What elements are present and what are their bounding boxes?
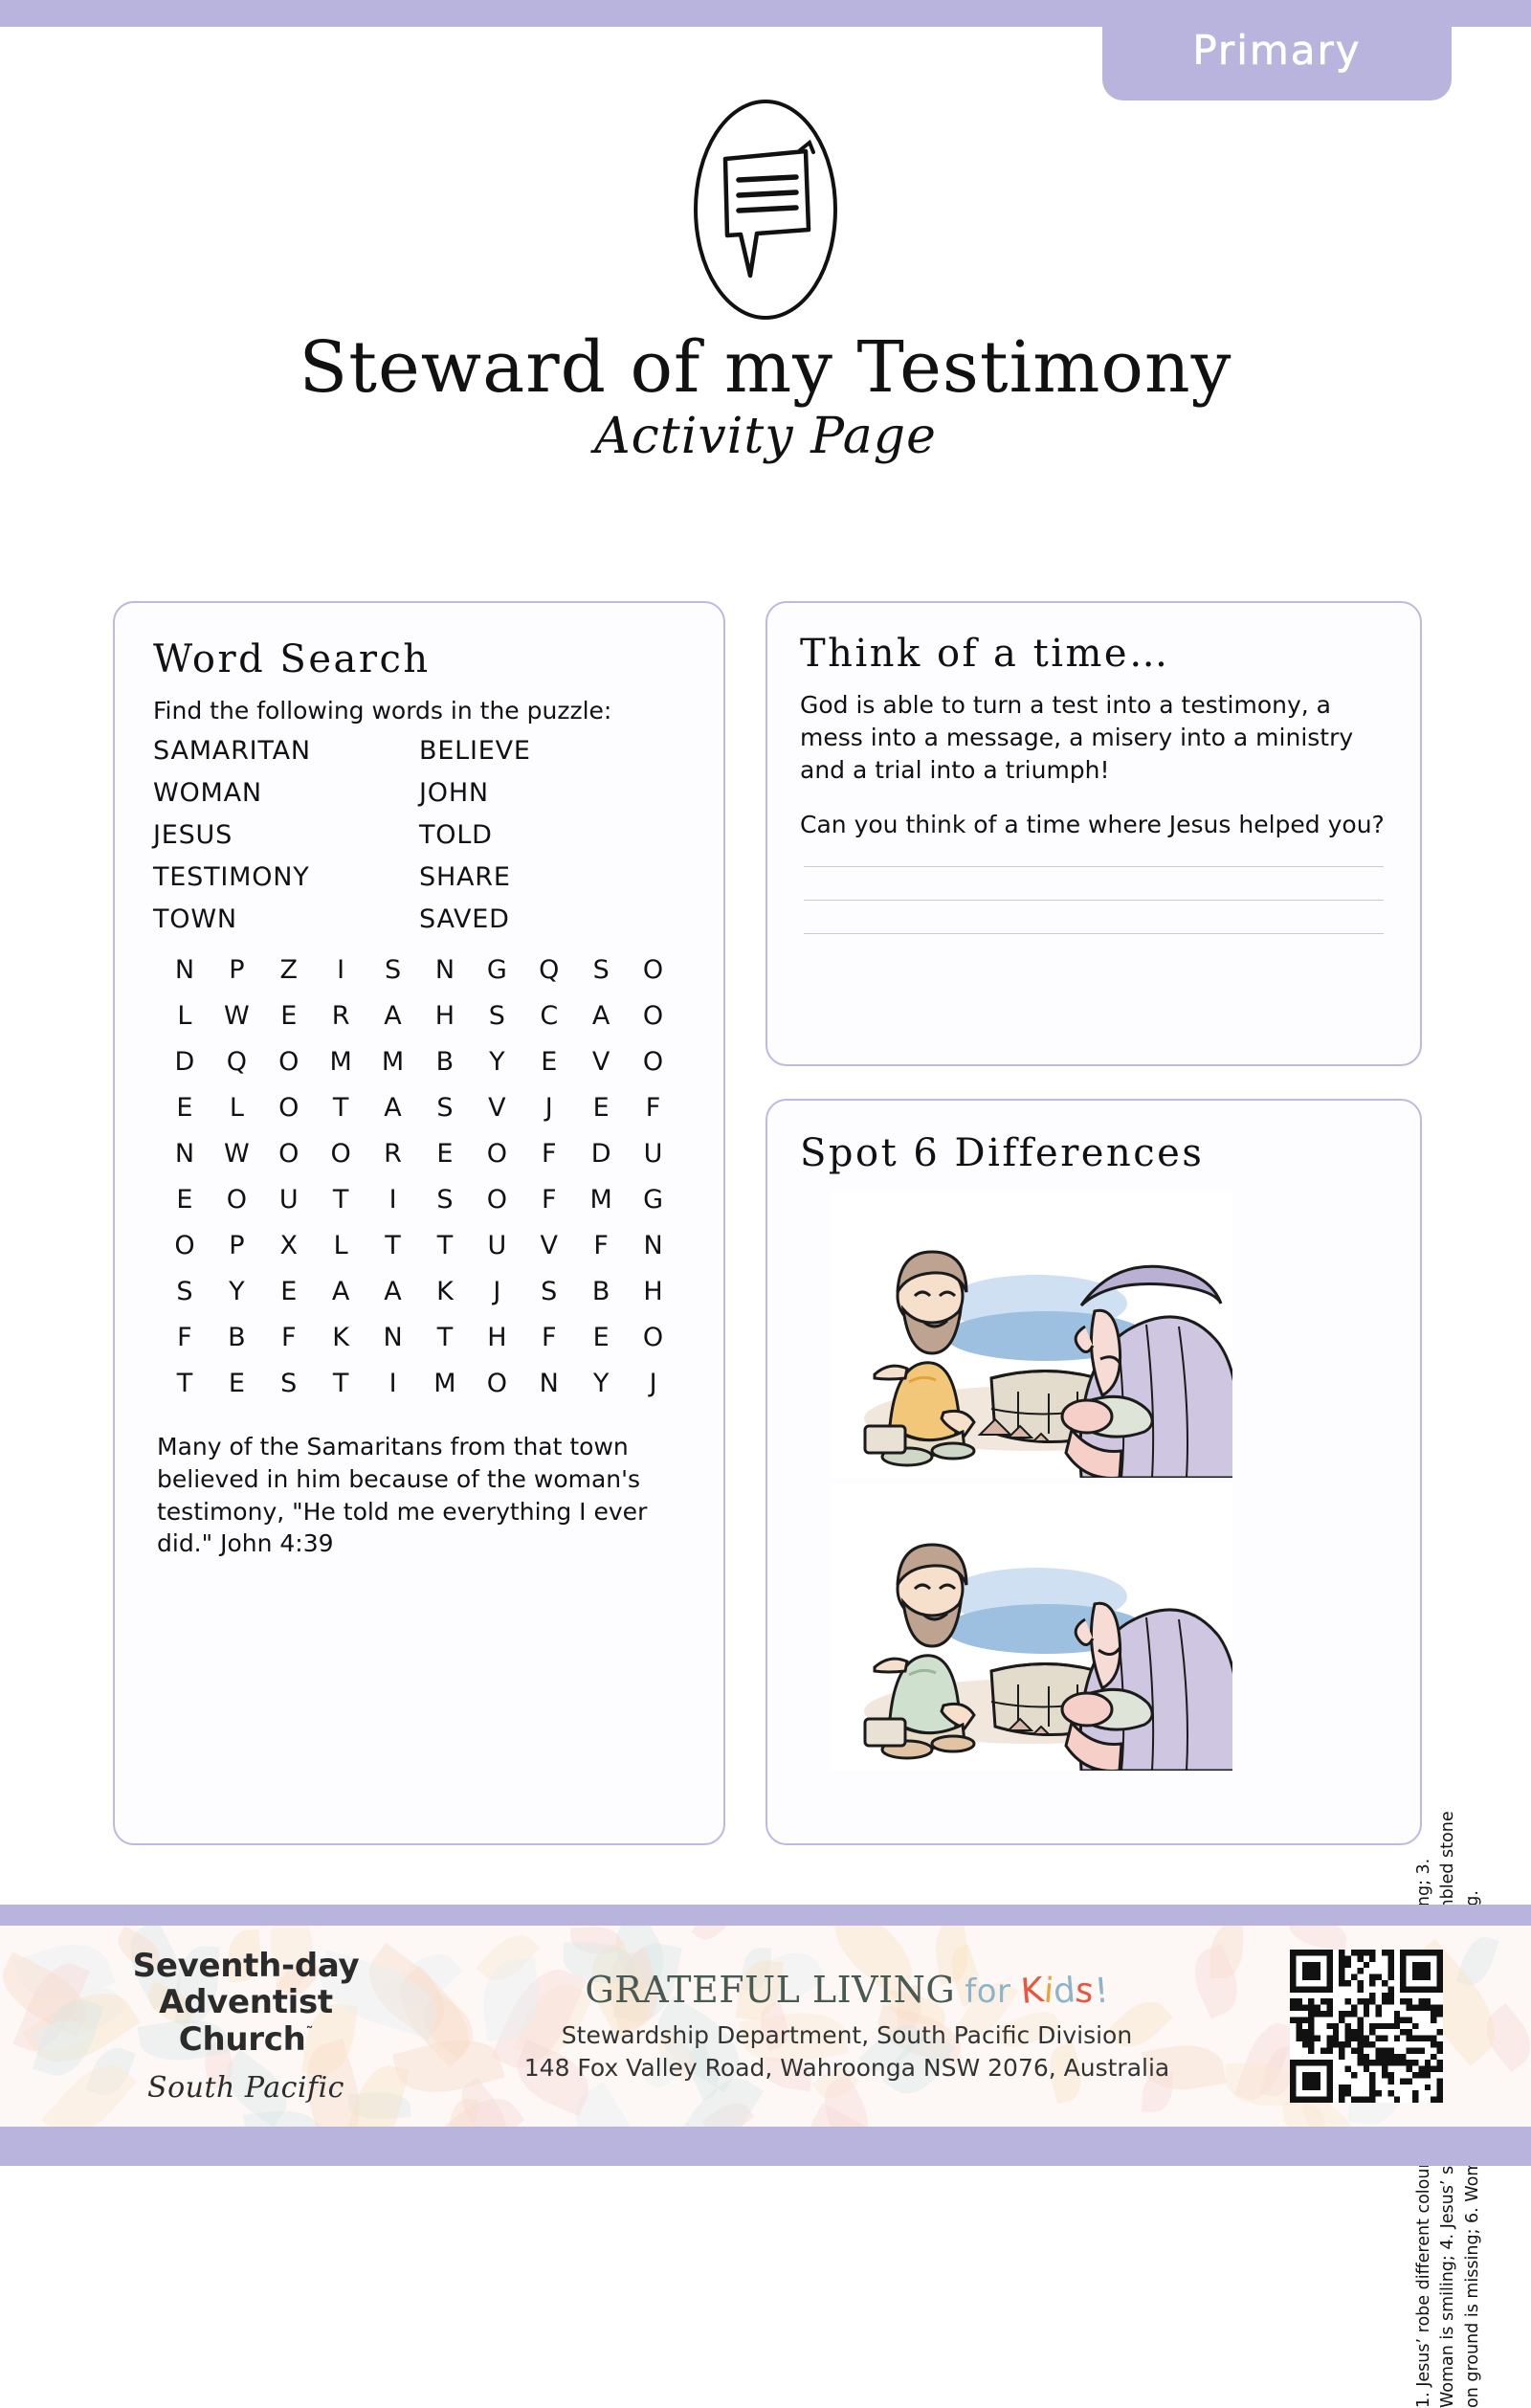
word-list-item: TESTIMONY [153, 862, 310, 892]
grid-letter[interactable]: A [591, 1001, 610, 1031]
grid-letter[interactable]: X [279, 1231, 299, 1260]
word-search-card [113, 601, 725, 1845]
grid-letter[interactable]: J [493, 1277, 501, 1306]
grid-letter[interactable]: O [330, 1139, 352, 1169]
grid-letter[interactable]: O [642, 1047, 664, 1077]
grid-letter[interactable]: O [642, 1001, 664, 1031]
page-footer [0, 1926, 1531, 2127]
answer-write-lines[interactable] [800, 866, 1387, 934]
grid-letter[interactable]: I [388, 1369, 398, 1398]
grid-letter[interactable]: P [229, 955, 245, 985]
footer-bottom-accent [0, 2127, 1531, 2166]
grid-letter[interactable]: F [541, 1323, 557, 1352]
think-paragraph-2: Can you think of a time where Jesus helped you? [800, 811, 1385, 839]
word-list-item: SAVED [419, 904, 510, 934]
grid-letter[interactable]: T [332, 1093, 349, 1123]
primary-level-badge [1102, 0, 1452, 100]
grid-letter[interactable]: U [278, 1185, 300, 1215]
grid-letter[interactable]: F [280, 1323, 297, 1352]
grid-letter[interactable]: A [384, 1277, 403, 1306]
grid-letter[interactable]: C [540, 1001, 559, 1031]
grid-letter[interactable]: Y [229, 1277, 246, 1306]
grid-letter[interactable]: O [486, 1139, 508, 1169]
word-search-instruction: Find the following words in the puzzle: [153, 697, 612, 725]
grid-letter[interactable]: O [174, 1231, 196, 1260]
grid-letter[interactable]: B [435, 1047, 455, 1077]
grid-letter[interactable]: F [645, 1093, 661, 1123]
word-list-item: TOLD [419, 820, 493, 850]
grid-letter[interactable]: N [383, 1323, 404, 1352]
word-list-item: BELIEVE [419, 736, 531, 766]
grid-letter[interactable]: T [332, 1185, 349, 1215]
footer-top-accent [0, 1905, 1531, 1926]
spot-differences-heading: Spot 6 Differences [800, 1131, 1205, 1175]
grid-letter[interactable]: H [487, 1323, 507, 1352]
think-heading: Think of a time… [800, 632, 1170, 676]
grid-letter[interactable]: E [541, 1047, 558, 1077]
think-of-a-time-card [766, 601, 1422, 1066]
grid-letter[interactable]: E [592, 1093, 610, 1123]
grid-letter[interactable]: F [541, 1185, 557, 1215]
grid-letter[interactable]: T [176, 1369, 193, 1398]
page-subtitle: Activity Page [594, 407, 937, 465]
sda-trademark: ˜ [305, 2023, 314, 2042]
word-list-item: JOHN [419, 778, 489, 808]
grid-letter[interactable]: Q [539, 955, 560, 985]
primary-badge-label: Primary [1192, 27, 1362, 74]
grid-letter[interactable]: S [280, 1369, 298, 1398]
grid-letter[interactable]: V [540, 1231, 559, 1260]
write-line[interactable] [804, 900, 1384, 901]
grid-letter[interactable]: I [388, 1185, 398, 1215]
spot-image-bottom [831, 1483, 1232, 1771]
grid-letter[interactable]: O [642, 955, 664, 985]
word-list-item: JESUS [153, 820, 233, 850]
grid-letter[interactable]: V [488, 1093, 507, 1123]
grid-letter[interactable]: O [278, 1093, 300, 1123]
grid-letter[interactable]: N [643, 1231, 664, 1260]
grid-letter[interactable]: U [487, 1231, 507, 1260]
grid-letter[interactable]: U [643, 1139, 663, 1169]
grid-letter[interactable]: S [436, 1093, 455, 1123]
footer-address: 148 Fox Valley Road, Wahroonga NSW 2076, Australia [523, 2054, 1170, 2082]
grid-letter[interactable]: O [486, 1185, 508, 1215]
sda-church-logo [88, 1948, 404, 2104]
grid-letter[interactable]: Y [592, 1369, 610, 1398]
page-title: Steward of my Testimony [299, 326, 1232, 409]
grid-letter[interactable]: F [177, 1323, 193, 1352]
grid-letter[interactable]: H [434, 1001, 455, 1031]
spot-differences-card [766, 1099, 1422, 1845]
write-line[interactable] [804, 933, 1384, 934]
word-list-item: TOWN [153, 904, 237, 934]
footer-department: Stewardship Department, South Pacific Division [561, 2020, 1133, 2049]
grid-letter[interactable]: O [226, 1185, 248, 1215]
grid-letter[interactable]: J [544, 1093, 554, 1123]
grid-letter[interactable]: M [381, 1047, 405, 1077]
grateful-living-kids: Kids! [1018, 1970, 1111, 2012]
grid-letter[interactable]: D [590, 1139, 612, 1169]
grid-letter[interactable]: G [643, 1185, 664, 1215]
grid-letter[interactable]: R [331, 1001, 351, 1031]
grid-letter[interactable]: B [228, 1323, 247, 1352]
grid-letter[interactable]: E [436, 1139, 454, 1169]
grid-letter[interactable]: O [486, 1369, 508, 1398]
spot-image-top [831, 1191, 1232, 1478]
think-paragraph-1: God is able to turn a test into a testimony, a mess into a message, a misery into a ministry and a trial into a triumph! [800, 691, 1354, 784]
grid-letter[interactable]: N [434, 955, 455, 985]
grid-letter[interactable]: S [488, 1001, 506, 1031]
grid-letter[interactable]: F [593, 1231, 610, 1260]
grid-letter[interactable]: M [589, 1185, 613, 1215]
grid-letter[interactable]: L [177, 1001, 192, 1031]
grid-letter[interactable]: O [278, 1139, 300, 1169]
grid-letter[interactable]: D [174, 1047, 195, 1077]
grid-letter[interactable]: Z [279, 955, 299, 985]
grid-letter[interactable]: S [541, 1277, 558, 1306]
sda-line-2: Adventist Church [159, 1983, 333, 2059]
grateful-living-for: for [965, 1972, 1011, 2011]
grid-letter[interactable]: A [331, 1277, 350, 1306]
sda-region-label: South Pacific [147, 2070, 344, 2105]
grid-letter[interactable]: P [229, 1231, 245, 1260]
word-list-item: WOMAN [153, 778, 262, 808]
qr-code-icon[interactable] [1290, 1950, 1443, 2103]
grid-letter[interactable]: I [337, 955, 345, 985]
word-list [153, 736, 685, 934]
grid-letter[interactable]: R [384, 1139, 403, 1169]
grid-letter[interactable]: S [176, 1277, 194, 1306]
grid-letter[interactable]: K [332, 1323, 350, 1352]
speech-bubble-icon [666, 96, 865, 323]
word-list-item: SAMARITAN [153, 736, 311, 766]
grid-letter[interactable]: A [384, 1093, 403, 1123]
grid-letter[interactable]: N [174, 1139, 195, 1169]
grid-letter[interactable]: T [385, 1231, 402, 1260]
grid-letter[interactable]: E [176, 1093, 193, 1123]
write-line[interactable] [804, 866, 1384, 867]
grid-letter[interactable]: E [280, 1001, 298, 1031]
grid-letter[interactable]: S [384, 955, 402, 985]
word-search-grid[interactable] [159, 955, 679, 1398]
grid-letter[interactable]: E [280, 1277, 298, 1306]
grid-letter[interactable]: Y [489, 1047, 506, 1077]
grid-letter[interactable]: E [176, 1185, 193, 1215]
grid-letter[interactable]: V [591, 1047, 610, 1077]
grid-letter[interactable]: J [649, 1369, 658, 1398]
grid-letter[interactable]: Q [226, 1047, 248, 1077]
spot-differences-images [800, 1191, 1387, 1771]
grid-letter[interactable]: K [436, 1277, 455, 1306]
grid-letter[interactable]: W [223, 1001, 251, 1031]
grid-letter[interactable]: O [278, 1047, 300, 1077]
grid-letter[interactable]: N [174, 955, 195, 985]
grid-letter[interactable]: G [486, 955, 508, 985]
grid-letter[interactable]: B [591, 1277, 610, 1306]
page-header [0, 96, 1531, 465]
grid-letter[interactable]: S [592, 955, 610, 985]
sda-line-1: Seventh-day [132, 1947, 360, 1986]
grid-letter[interactable]: F [541, 1139, 557, 1169]
grateful-living-wordmark: GRATEFUL LIVING [585, 1968, 956, 2011]
word-list-item: SHARE [419, 862, 511, 892]
grid-letter[interactable]: H [643, 1277, 664, 1306]
grid-letter[interactable]: L [229, 1093, 245, 1123]
grid-letter[interactable]: S [436, 1185, 455, 1215]
grid-letter[interactable]: A [384, 1001, 403, 1031]
grateful-living-block [404, 1969, 1290, 2085]
bible-verse: Many of the Samaritans from that town believed in him because of the woman's testimony, "He told me everything I ever did." John 4:39 [157, 1433, 648, 1558]
grid-letter[interactable]: L [333, 1231, 349, 1260]
grid-letter[interactable]: M [329, 1047, 353, 1077]
grid-letter[interactable]: M [433, 1369, 457, 1398]
word-search-heading: Word Search [153, 637, 431, 681]
grid-letter[interactable]: E [592, 1323, 610, 1352]
grid-letter[interactable]: N [539, 1369, 560, 1398]
grid-letter[interactable]: T [332, 1369, 349, 1398]
grid-letter[interactable]: W [223, 1139, 251, 1169]
grid-letter[interactable]: T [436, 1231, 454, 1260]
grid-letter[interactable]: E [228, 1369, 246, 1398]
grid-letter[interactable]: O [642, 1323, 664, 1352]
grid-letter[interactable]: T [436, 1323, 454, 1352]
